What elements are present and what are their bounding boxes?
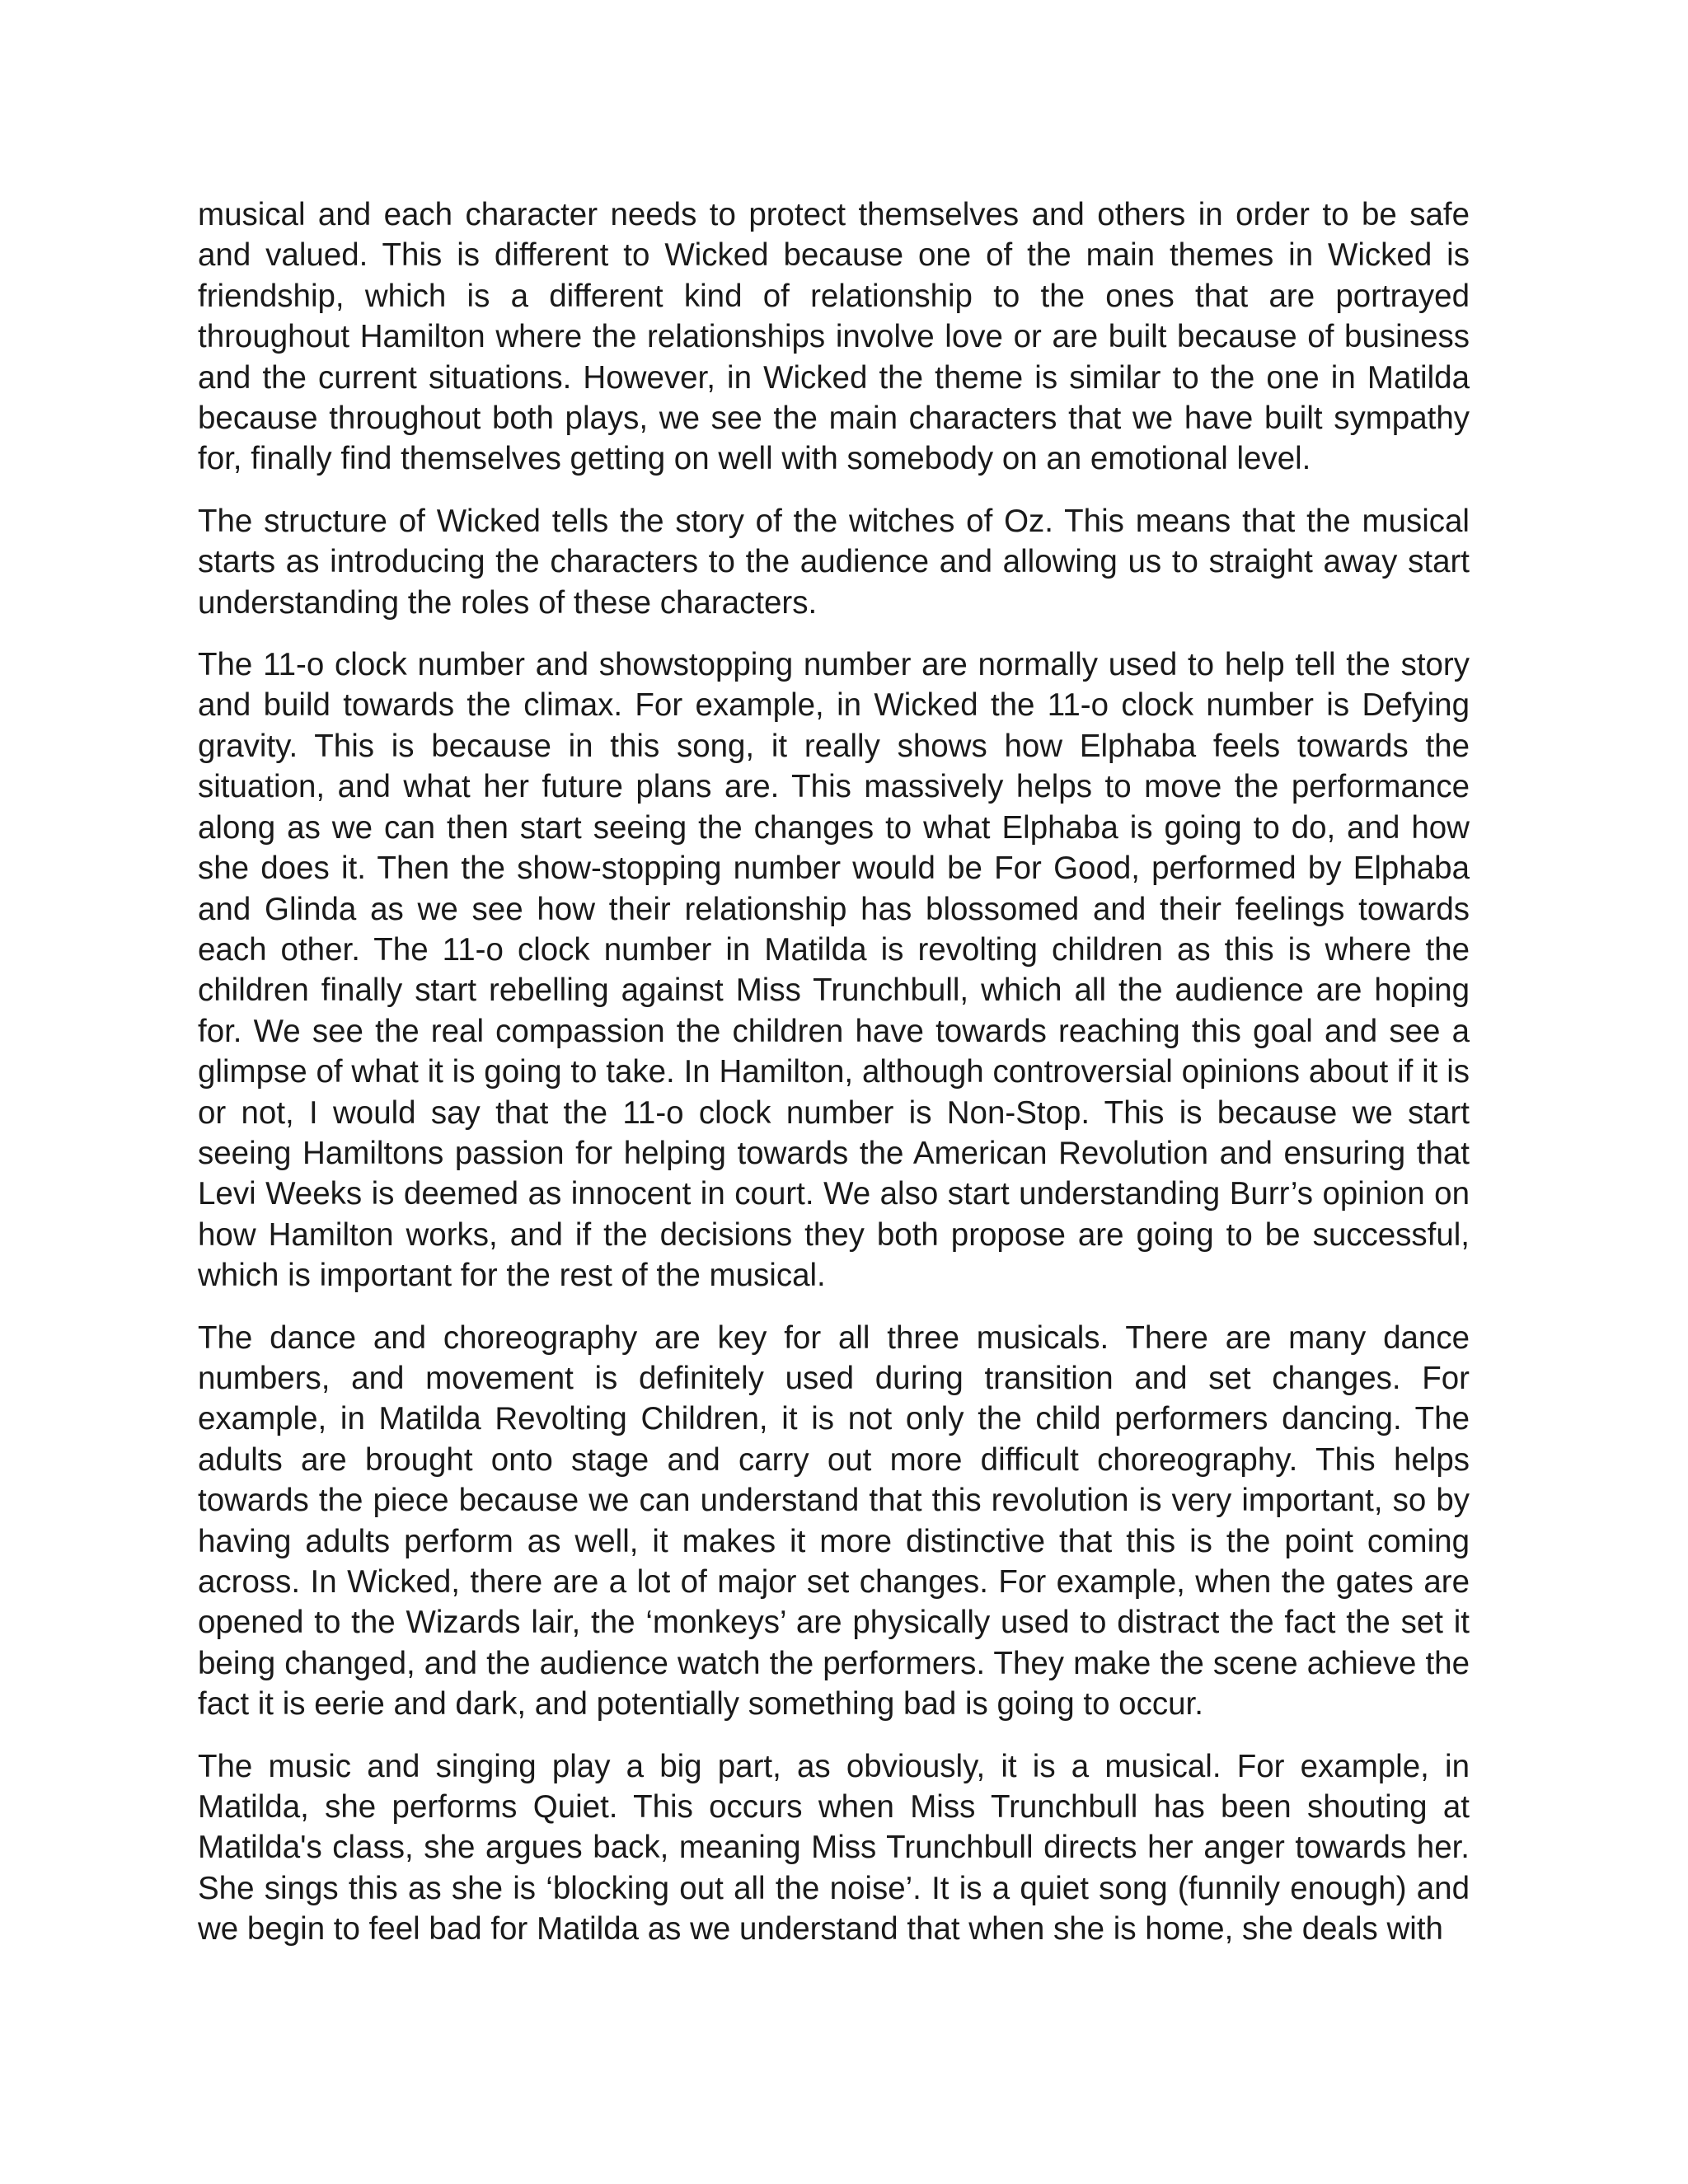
paragraph-eleven-o-clock-number: The 11-o clock number and showstopping number are normally used to help tell the story and build towards the climax. For example, in Wicked the 11-o clock number is Defying gravity. This is because in this song, it really shows how Elphaba feels towards the situation, and what her future plans are. This massively helps to move the performance along as we can then start seeing the changes to what Elphaba is going to do, and how she does it. Then the show-stopping number would be For Good, performed by Elphaba and Glinda as we see how their relationship has blossomed and their feelings towards each other. The 11-o clock number in Matilda is revolting children as this is where the children finally start rebelling against Miss Trunchbull, which all the audience are hoping for. We see the real compassion the children have towards reaching this goal and see a glimpse of what it is going to take. In Hamilton, although controversial opinions about if it is or not, I would say that the 11-o clock number is Non-Stop. This is because we start seeing Hamiltons passion for helping towards the American Revolution and ensuring that Levi Weeks is deemed as innocent in court. We also start understanding Burr’s opinion on how Hamilton works, and if the decisions they both propose are going to be successful, which is important for the rest of the musical. [198, 647, 1470, 1294]
document-page [198, 194, 1470, 1971]
paragraph-music-singing: The music and singing play a big part, as obviously, it is a musical. For example, in Matilda, she performs Quiet. This occurs when Miss Trunchbull has been shouting at Matilda's class, she argues back, meaning Miss Trunchbull directs her anger towards her. She sings this as she is ‘blocking out all the noise’. It is a quiet song (funnily enough) and we begin to feel bad for Matilda as we understand that when she is home, she deals with [198, 1748, 1470, 1947]
paragraph-structure: The structure of Wicked tells the story of the witches of Oz. This means that the musical starts as introducing the characters to the audience and allowing us to straight away start understanding the roles of these characters. [198, 503, 1470, 621]
paragraph-themes: musical and each character needs to protect themselves and others in order to be safe and valued. This is different to Wicked because one of the main themes in Wicked is friendship, which is a different kind of relationship to the ones that are portrayed throughout Hamilton where the relationships involve love or are built because of business and the current situations. However, in Wicked the theme is similar to the one in Matilda because throughout both plays, we see the main characters that we have built sympathy for, finally find themselves getting on well with somebody on an emotional level. [198, 197, 1470, 477]
paragraph-dance-choreography: The dance and choreography are key for all three musicals. There are many dance numbers, and movement is definitely used during transition and set changes. For example, in Matilda Revolting Children, it is not only the child performers dancing. The adults are brought onto stage and carry out more difficult choreography. This helps towards the piece because we can understand that this revolution is very important, so by having adults perform as well, it makes it more distinctive that this is the point coming across. In Wicked, there are a lot of major set changes. For example, when the gates are opened to the Wizards lair, the ‘monkeys’ are physically used to distract the fact the set it being changed, and the audience watch the performers. They make the scene achieve the fact it is eerie and dark, and potentially something bad is going to occur. [198, 1319, 1470, 1722]
